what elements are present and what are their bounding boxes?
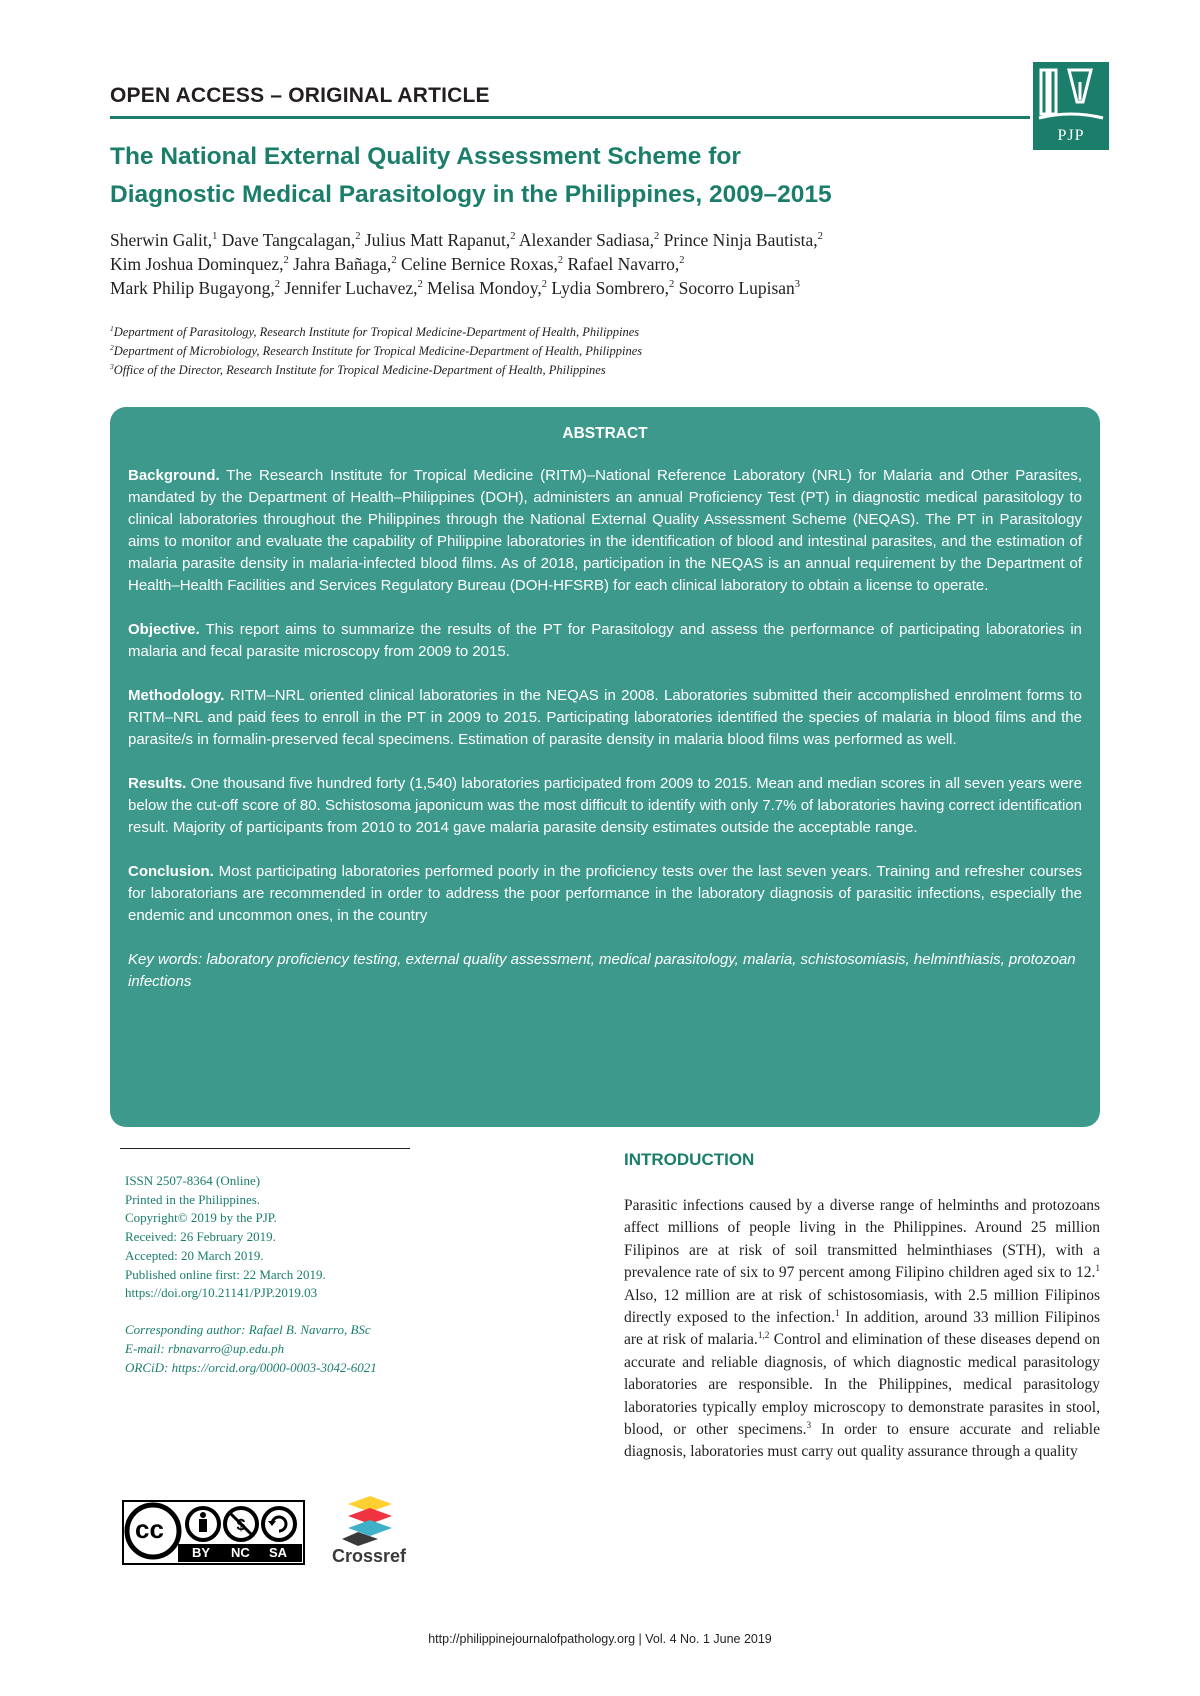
author-name: Jennifer Luchavez,: [284, 278, 418, 298]
pen-book-logo-icon: [1033, 62, 1109, 130]
intro-text: Parasitic infections caused by a diverse range of helminths and protozoans affect millions of people living in the Philippines. Around 25 million Filipinos are at risk of soil transmitted helminthiases (STH), with a prevalence rate of six to 97 percent among Filipino children aged six to 12.: [624, 1197, 1100, 1282]
affiliation-number: 3: [110, 361, 114, 371]
affiliation-item: [110, 361, 1070, 380]
published-date: Published online first: 22 March 2019.: [125, 1266, 326, 1282]
cc-label: cc: [135, 1514, 164, 1544]
issn-line: ISSN 2507-8364 (Online): [125, 1173, 261, 1188]
abstract-background: [128, 465, 1082, 597]
affiliation-text: Department of Parasitology, Research Institute for Tropical Medicine-Department of Health, Philippines: [113, 325, 640, 339]
author-name: Dave Tangcalagan,: [221, 230, 356, 250]
author-line: [110, 252, 1070, 276]
crossref-badge[interactable]: [314, 1494, 424, 1566]
affiliation-marker: 2: [817, 231, 823, 243]
corresponding-author: [125, 1320, 465, 1377]
author-line: [110, 276, 1070, 300]
title-line: Diagnostic Medical Parasitology in the Philippines, 2009–2015: [110, 181, 832, 208]
author-name: Socorro Lupisan: [678, 278, 795, 298]
accepted-date: Accepted: 20 March 2019.: [125, 1247, 264, 1263]
affiliation-marker: 3: [794, 279, 801, 291]
crossref-label: Crossref: [331, 1546, 407, 1566]
cc-term-nc: NC: [231, 1545, 250, 1560]
author-name: Jahra Bañaga,: [293, 254, 392, 274]
title-line: The National External Quality Assessment Scheme for: [110, 143, 741, 170]
author-name: Kim Joshua Dominquez,: [110, 254, 284, 274]
pjp-logo: [1033, 62, 1109, 150]
section-label: Objective.: [128, 621, 200, 638]
affiliation-marker: 2: [679, 255, 685, 267]
author-name: Sherwin Galit,: [110, 230, 213, 250]
author-name: Prince Ninja Bautista,: [663, 230, 818, 250]
affiliation-marker: 2: [557, 255, 564, 267]
affiliation-marker: 1: [212, 231, 218, 243]
introduction-heading: INTRODUCTION: [624, 1150, 755, 1169]
affiliation-item: [110, 323, 1070, 342]
intro-text: In order to ensure accurate and reliable diagnosis, laboratories must carry out quality assurance through a quality: [624, 1421, 1100, 1461]
received-date: Received: 26 February 2019.: [125, 1229, 276, 1245]
author-list: [110, 228, 1070, 300]
section-text: One thousand five hundred forty (1,540) laboratories participated from 2009 to 2015. Mean and median scores in all seven years were below the cut-off score of 80. Schistosoma japonicum was the most difficult to identify with only 7.7% of laboratories having correct identification result. Majority of participants from 2010 to 2014 gave malaria parasite density estimates outside the acceptable range.: [128, 775, 1083, 836]
abstract-conclusion: [128, 861, 1082, 927]
affiliation-text: Department of Microbiology, Research Institute for Tropical Medicine-Department of Health, Philippines: [113, 344, 643, 358]
affiliation-marker: 2: [541, 279, 547, 291]
corresponding-name: Corresponding author: Rafael B. Navarro, BSc: [125, 1322, 371, 1337]
publication-metadata: [125, 1172, 445, 1303]
citation-marker: 3: [806, 1420, 812, 1431]
abstract-box: [110, 407, 1100, 1127]
section-text: This report aims to summarize the results of the PT for Parasitology and assess the performance of participating laboratories in malaria and fecal parasite microscopy from 2009 to 2015.: [128, 621, 1082, 660]
section-label: Conclusion.: [128, 863, 214, 880]
affiliation-marker: 2: [391, 255, 397, 267]
page-footer: http://philippinejournalofpathology.org | Vol. 4 No. 1 June 2019: [428, 1632, 772, 1646]
copyright-line: Copyright© 2019 by the PJP.: [125, 1210, 277, 1226]
affiliation-item: [110, 342, 1070, 361]
section-text: Most participating laboratories performed poorly in the proficiency tests over the last seven years. Training and refresher courses for laboratorians are recommended in order to address the poor performance in the laboratory diagnosis of parasitic infections, especially the endemic and uncommon ones, in the country: [128, 863, 1083, 924]
corresponding-email[interactable]: E-mail: rbnavarro@up.edu.ph: [125, 1341, 285, 1356]
section-label: Results.: [128, 775, 187, 792]
abstract-heading: ABSTRACT: [562, 425, 648, 442]
affiliation-marker: 2: [283, 255, 289, 267]
abstract-keywords: Key words: laboratory proficiency testing, external quality assessment, medical parasitology, malaria, schistosomiasis, helminthiasis, protozoan infections: [128, 951, 1076, 990]
affiliation-list: [110, 323, 1070, 380]
affiliation-marker: 2: [510, 231, 516, 243]
author-name: Julius Matt Rapanut,: [364, 230, 511, 250]
intro-text: In addition, around 33 million Filipinos are at risk of malaria.: [624, 1309, 1100, 1349]
abstract-objective: [128, 619, 1082, 663]
section-text: RITM–NRL oriented clinical laboratories in the NEQAS in 2008. Laboratories submitted their accomplished enrolment forms to RITM–NRL and paid fees to enroll in the PT in 2009 to 2015. Participating laboratories identified the species of malaria in blood films and the parasite/s in formalin-preserved fecal specimens. Estimation of parasite density in malaria blood films was performed as well.: [128, 687, 1083, 748]
header-rule: [110, 116, 1030, 119]
section-text: The Research Institute for Tropical Medicine (RITM)–National Reference Laboratory (NRL) for Malaria and Other Parasites, mandated by the Department of Health–Philippines (DOH), administers an annual Proficiency Test (PT) in diagnostic medical parasitology to clinical laboratories throughout the Philippines through the National External Quality Assessment Scheme (NEQAS). The PT in Parasitology aims to monitor and evaluate the capability of Philippine laboratories in the identification of blood and intestinal parasites, and the estimation of malaria parasite density in malaria-infected blood films. As of 2018, participation in the NEQAS is an annual requirement by the Department of Health–Health Facilities and Services Regulatory Bureau (DOH-HFSRB) for each clinical laboratory to obtain a license to operate.: [128, 467, 1082, 594]
section-label: Methodology.: [128, 687, 225, 704]
citation-marker: 1: [834, 1308, 840, 1319]
orcid-link[interactable]: ORCiD: https://orcid.org/0000-0003-3042-6021: [125, 1360, 377, 1375]
cc-license-badge[interactable]: [122, 1500, 305, 1565]
crossref-logo-icon: [314, 1494, 424, 1546]
section-label: Background.: [128, 467, 220, 484]
affiliation-marker: 2: [653, 231, 660, 243]
cc-term-by: BY: [192, 1545, 211, 1560]
article-title: [110, 138, 1010, 214]
intro-text: Control and elimination of these diseases depend on accurate and reliable diagnosis, of which diagnostic medical parasitology laboratories are responsible. In the Philippines, medical parasitology laboratories typically employ microscopy to demonstrate parasites in stool, blood, or other specimens.: [624, 1331, 1100, 1439]
author-name: Mark Philip Bugayong,: [110, 278, 275, 298]
metadata-rule: [120, 1148, 410, 1149]
author-name: Alexander Sadiasa,: [518, 230, 654, 250]
affiliation-marker: 2: [274, 279, 281, 291]
cc-term-sa: SA: [269, 1545, 288, 1560]
abstract-methodology: [128, 685, 1082, 751]
author-line: [110, 228, 1070, 252]
svg-text:$: $: [236, 1517, 246, 1534]
intro-text: Also, 12 million are at risk of schistosomiasis, with 2.5 million Filipinos directly exposed to the infection.: [624, 1286, 1100, 1327]
author-name: Melisa Mondoy,: [427, 278, 542, 298]
abstract-results: [128, 773, 1082, 839]
logo-text: PJP: [1057, 127, 1085, 144]
affiliation-marker: 2: [355, 231, 361, 243]
affiliation-marker: 2: [417, 279, 423, 291]
author-name: Lydia Sombrero,: [551, 278, 669, 298]
affiliation-text: Office of the Director, Research Institute for Tropical Medicine-Department of Health, Philippines: [113, 363, 606, 377]
author-name: Rafael Navarro,: [567, 254, 680, 274]
affiliation-number: 1: [110, 323, 114, 333]
affiliation-number: 2: [110, 342, 114, 352]
doi-link[interactable]: https://doi.org/10.21141/PJP.2019.03: [125, 1285, 318, 1301]
affiliation-marker: 2: [668, 279, 675, 291]
introduction-paragraph: [624, 1195, 1100, 1464]
printed-line: Printed in the Philippines.: [125, 1191, 261, 1207]
author-name: Celine Bernice Roxas,: [400, 254, 558, 274]
citation-marker: 1,2: [757, 1331, 770, 1342]
citation-marker: 1: [1095, 1264, 1100, 1275]
article-type-label: OPEN ACCESS – ORIGINAL ARTICLE: [110, 84, 490, 107]
